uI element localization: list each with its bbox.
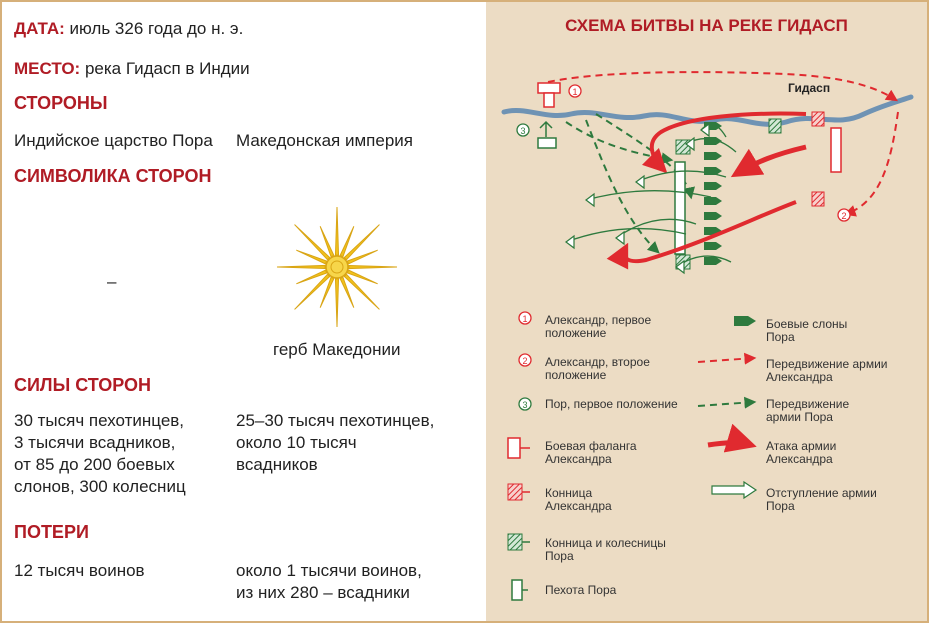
losses-left-line: 12 тысяч воинов — [14, 561, 145, 580]
river-label: Гидасп — [788, 81, 831, 95]
side-right: Македонская империя — [236, 131, 413, 150]
alexander-cavalry-unit — [812, 112, 824, 126]
legend-label: Александр, первое положение — [545, 313, 652, 340]
retreat-arrow — [586, 191, 711, 200]
legend-marker-1-label: 1 — [522, 314, 528, 324]
alexander-attack-arrow — [736, 147, 806, 174]
porus-cavalry-unit — [769, 119, 781, 133]
forces-left-line: от 85 до 200 боевых — [14, 455, 175, 474]
emblem-caption: герб Македонии — [273, 340, 401, 359]
place-value: река Гидасп в Индии — [84, 59, 250, 78]
elephant-unit — [704, 242, 722, 250]
date-row — [14, 19, 243, 39]
legend-attack-icon — [708, 443, 751, 445]
elephants-column — [704, 122, 722, 265]
porus-infantry-unit — [675, 162, 685, 254]
forces-left-line: 3 тысячи всадников, — [14, 433, 176, 452]
legend-porus-move-icon — [698, 402, 754, 406]
forces-heading: СИЛЫ СТОРОН — [14, 375, 152, 395]
sun-ray — [295, 274, 330, 309]
battle-map — [486, 2, 927, 621]
forces-left-line: 30 тысяч пехотинцев, — [14, 411, 185, 430]
marker-1-label: 1 — [572, 87, 578, 97]
alexander-movement-path — [548, 72, 896, 100]
legend-label: Передвижение армии Пора — [766, 397, 850, 424]
forces-left-line: слонов, 300 колесниц — [14, 477, 186, 496]
marker-2-label: 2 — [841, 211, 847, 221]
sun-ray — [349, 265, 397, 268]
sun-ray — [335, 207, 338, 255]
retreat-arrow-head — [586, 194, 594, 206]
legend-alexander-move-icon — [698, 358, 754, 362]
forces-right-line: около 10 тысяч — [236, 433, 357, 452]
info-panel — [2, 2, 486, 621]
sun-ray — [295, 225, 330, 260]
alexander-phalanx-unit — [831, 128, 841, 172]
legend-label: Конница Александра — [545, 486, 612, 513]
forces-right — [236, 410, 434, 476]
alexander-phalanx-unit — [544, 93, 554, 107]
losses-right-line: из них 280 – всадники — [236, 583, 410, 602]
alexander-movement-path — [846, 112, 898, 214]
legend-label: Атака армии Александра — [766, 439, 837, 466]
date-label: ДАТА: — [14, 19, 65, 38]
forces-right-line: всадников — [236, 455, 318, 474]
forces-right-line: 25–30 тысяч пехотинцев, — [236, 411, 435, 430]
diagram-panel — [486, 2, 927, 621]
legend-label: Пехота Пора — [545, 583, 617, 597]
side-left: Индийское царство Пора — [14, 131, 213, 150]
place-row — [14, 59, 250, 79]
losses-right — [236, 560, 422, 604]
retreat-arrow-head — [636, 176, 644, 188]
legend-retreat-icon — [712, 482, 756, 498]
legend-label: Боевая фаланга Александра — [545, 439, 637, 466]
symbol-left: – — [107, 272, 117, 291]
forces-left — [14, 410, 186, 498]
retreat-arrow — [566, 229, 686, 242]
legend-label: Конница и колесницы Пора — [545, 536, 666, 563]
elephant-unit — [704, 197, 722, 205]
losses-left — [14, 560, 145, 582]
porus-infantry-unit — [538, 138, 556, 148]
marker-3-label: 3 — [520, 126, 526, 136]
sun-ray — [277, 265, 325, 268]
place-label: МЕСТО: — [14, 59, 81, 78]
alexander-cavalry-unit — [812, 192, 824, 206]
legend-label: Александр, второе положение — [545, 355, 650, 382]
porus-unit — [540, 122, 552, 137]
symbols-heading: СИМВОЛИКА СТОРОН — [14, 166, 212, 186]
diagram-title: СХЕМА БИТВЫ НА РЕКЕ ГИДАСП — [565, 16, 848, 35]
sun-ray — [335, 279, 338, 327]
sun-ray — [344, 274, 379, 309]
losses-right-line: около 1 тысячи воинов, — [236, 561, 422, 580]
legend-label: Боевые слоны Пора — [766, 317, 848, 344]
sun-ray — [344, 225, 379, 260]
legend-phalanx-icon — [508, 438, 520, 458]
retreat-arrow-head — [616, 232, 624, 244]
losses-heading: ПОТЕРИ — [14, 522, 89, 542]
elephant-unit — [704, 182, 722, 190]
alexander-phalanx-unit — [538, 83, 560, 93]
legend-porus-infantry-icon — [512, 580, 522, 600]
legend-porus-cavalry-icon — [508, 534, 522, 550]
sides-heading: СТОРОНЫ — [14, 93, 108, 113]
legend-label: Пор, первое положение — [545, 397, 678, 411]
elephant-unit — [704, 212, 722, 220]
legend-marker-3-label: 3 — [522, 400, 528, 410]
legend-label: Передвижение армии Александра — [766, 357, 888, 384]
elephant-unit — [704, 152, 722, 160]
legend-marker-2-label: 2 — [522, 356, 528, 366]
porus-movement-path — [586, 120, 658, 252]
legend-alexander-cavalry-icon — [508, 484, 522, 500]
legend-label: Отступление армии Пора — [766, 486, 877, 513]
date-value: июль 326 года до н. э. — [69, 19, 244, 38]
vergina-sun-icon — [272, 202, 402, 332]
legend-elephant-icon — [734, 316, 756, 326]
retreat-arrow-head — [566, 236, 574, 248]
legend — [508, 312, 888, 600]
